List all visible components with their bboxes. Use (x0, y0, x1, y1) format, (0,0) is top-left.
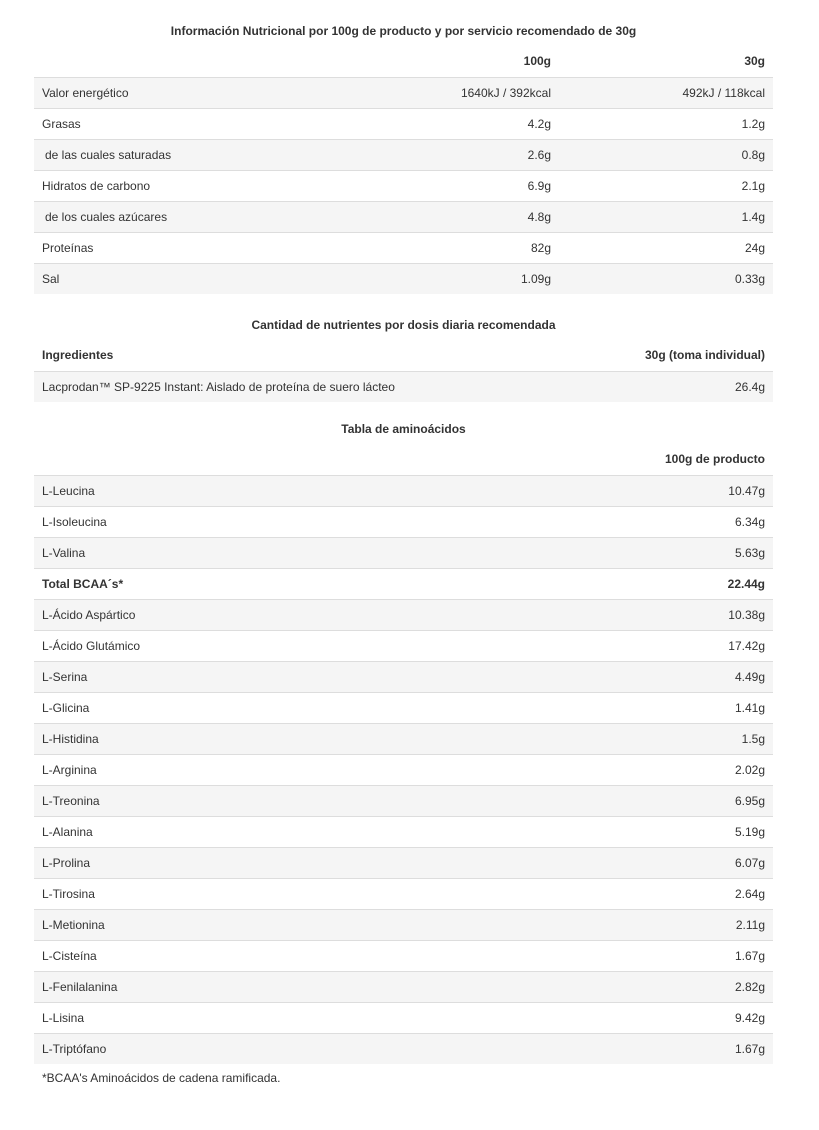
amino-value: 6.95g (559, 785, 773, 816)
nutrient-value-30g: 492kJ / 118kcal (559, 77, 773, 108)
table-row (34, 77, 773, 108)
amino-header-amount: 100g de producto (559, 444, 773, 475)
amino-label: L-Tirosina (34, 878, 559, 909)
amino-caption: Tabla de aminoácidos (341, 422, 466, 436)
amino-value: 5.19g (559, 816, 773, 847)
amino-value: 10.38g (559, 599, 773, 630)
nutrient-label: Hidratos de carbono (34, 170, 341, 201)
table-row (34, 785, 773, 816)
nutrient-label: Grasas (34, 108, 341, 139)
table-row (34, 940, 773, 971)
nutrition-section (34, 16, 773, 294)
ingredient-value: 26.4g (559, 371, 773, 402)
amino-label: L-Triptófano (34, 1033, 559, 1064)
amino-value: 1.67g (559, 940, 773, 971)
amino-label: L-Cisteína (34, 940, 559, 971)
amino-value: 22.44g (559, 568, 773, 599)
amino-value: 1.41g (559, 692, 773, 723)
amino-label: L-Fenilalanina (34, 971, 559, 1002)
table-row (34, 816, 773, 847)
amino-label: L-Serina (34, 661, 559, 692)
amino-value: 2.02g (559, 754, 773, 785)
table-row (34, 170, 773, 201)
table-row (34, 630, 773, 661)
nutrient-label: Proteínas (34, 232, 341, 263)
nutrient-value-100g: 2.6g (341, 139, 559, 170)
ingredient-label: Lacprodan™ SP-9225 Instant: Aislado de proteína de suero lácteo (34, 371, 559, 402)
amino-label: L-Histidina (34, 723, 559, 754)
nutrient-label: Valor energético (34, 77, 341, 108)
dose-caption: Cantidad de nutrientes por dosis diaria recomendada (251, 318, 556, 332)
nutrient-value-30g: 24g (559, 232, 773, 263)
table-row (34, 723, 773, 754)
nutrition-table (34, 46, 773, 294)
nutrient-value-100g: 82g (341, 232, 559, 263)
amino-value: 10.47g (559, 475, 773, 506)
table-row (34, 1002, 773, 1033)
table-row (34, 1033, 773, 1064)
amino-label: L-Prolina (34, 847, 559, 878)
amino-label: L-Treonina (34, 785, 559, 816)
nutrient-value-100g: 1.09g (341, 263, 559, 294)
amino-table (34, 444, 773, 1064)
table-row (34, 754, 773, 785)
amino-label: L-Lisina (34, 1002, 559, 1033)
table-row (34, 108, 773, 139)
table-row (34, 909, 773, 940)
amino-header-label (34, 444, 559, 475)
table-row (34, 661, 773, 692)
amino-value: 2.64g (559, 878, 773, 909)
amino-label: Total BCAA´s* (34, 568, 559, 599)
dose-header-ingredients: Ingredientes (34, 340, 559, 371)
dose-header-row (34, 340, 773, 371)
table-row (34, 537, 773, 568)
amino-label: L-Alanina (34, 816, 559, 847)
amino-value: 17.42g (559, 630, 773, 661)
nutrient-value-100g: 4.8g (341, 201, 559, 232)
table-row (34, 847, 773, 878)
nutrient-value-100g: 6.9g (341, 170, 559, 201)
nutrient-value-30g: 1.2g (559, 108, 773, 139)
amino-value: 4.49g (559, 661, 773, 692)
table-row-total (34, 568, 773, 599)
dose-table (34, 340, 773, 402)
nutrient-label: de las cuales saturadas (34, 139, 341, 170)
table-row (34, 475, 773, 506)
nutrition-header-30g: 30g (559, 46, 773, 77)
nutrient-value-30g: 1.4g (559, 201, 773, 232)
dose-header-amount: 30g (toma individual) (559, 340, 773, 371)
nutrient-value-30g: 2.1g (559, 170, 773, 201)
amino-label: L-Leucina (34, 475, 559, 506)
amino-label: L-Ácido Aspártico (34, 599, 559, 630)
amino-value: 2.82g (559, 971, 773, 1002)
amino-section (34, 414, 773, 1092)
amino-value: 1.67g (559, 1033, 773, 1064)
table-row (34, 506, 773, 537)
table-row (34, 971, 773, 1002)
table-row (34, 692, 773, 723)
table-row (34, 599, 773, 630)
amino-label: L-Isoleucina (34, 506, 559, 537)
table-row (34, 139, 773, 170)
amino-label: L-Glicina (34, 692, 559, 723)
nutrition-header-label (34, 46, 341, 77)
amino-value: 6.34g (559, 506, 773, 537)
amino-value: 2.11g (559, 909, 773, 940)
amino-label: L-Ácido Glutámico (34, 630, 559, 661)
table-row (34, 371, 773, 402)
amino-label: L-Arginina (34, 754, 559, 785)
amino-value: 6.07g (559, 847, 773, 878)
amino-value: 5.63g (559, 537, 773, 568)
table-row (34, 232, 773, 263)
nutrient-value-100g: 1640kJ / 392kcal (341, 77, 559, 108)
nutrition-header-row (34, 46, 773, 77)
nutrient-label: Sal (34, 263, 341, 294)
amino-value: 9.42g (559, 1002, 773, 1033)
table-row (34, 878, 773, 909)
nutrient-value-30g: 0.33g (559, 263, 773, 294)
amino-header-row (34, 444, 773, 475)
amino-value: 1.5g (559, 723, 773, 754)
amino-label: L-Metionina (34, 909, 559, 940)
amino-label: L-Valina (34, 537, 559, 568)
nutrition-caption: Información Nutricional por 100g de producto y por servicio recomendado de 30g (170, 24, 637, 38)
bcaa-footnote: *BCAA's Aminoácidos de cadena ramificada. (42, 1071, 281, 1085)
dose-section (34, 310, 773, 402)
table-row (34, 263, 773, 294)
nutrient-label: de los cuales azúcares (34, 201, 341, 232)
nutrition-header-100g: 100g (341, 46, 559, 77)
table-row (34, 201, 773, 232)
nutrient-value-30g: 0.8g (559, 139, 773, 170)
nutrient-value-100g: 4.2g (341, 108, 559, 139)
